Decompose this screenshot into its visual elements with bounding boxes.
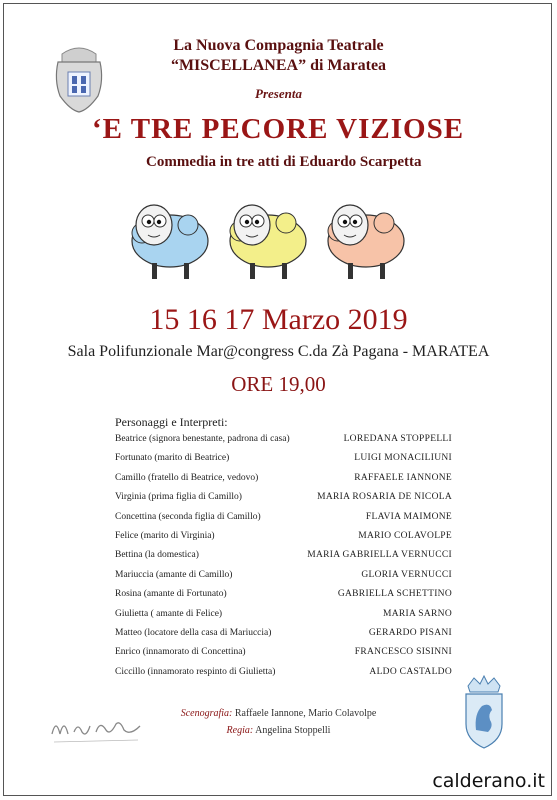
cast-row bbox=[115, 492, 452, 511]
cast-row bbox=[115, 628, 452, 647]
cast-role: Matteo (locatore della casa di Mariuccia) bbox=[115, 627, 272, 638]
cast-list bbox=[115, 434, 452, 686]
cast-role: Mariuccia (amante di Camillo) bbox=[115, 569, 233, 580]
scenography-value: Raffaele Iannone, Mario Colavolpe bbox=[234, 708, 377, 719]
cast-row bbox=[115, 434, 452, 453]
cast-actor: FRANCESCO SISINNI bbox=[354, 647, 452, 658]
cast-row bbox=[115, 512, 452, 531]
cast-actor: RAFFAELE IANNONE bbox=[354, 472, 452, 483]
cast-row bbox=[115, 667, 452, 686]
scenography-label: Scenografia: bbox=[180, 708, 233, 719]
performance-dates: 15 16 17 Marzo 2019 bbox=[149, 303, 408, 336]
cast-role: Camillo (fratello di Beatrice, vedovo) bbox=[115, 472, 259, 483]
cast-row bbox=[115, 531, 452, 550]
company-line-2: “MISCELLANEA” di Maratea bbox=[170, 57, 387, 74]
region-crest-icon bbox=[460, 674, 508, 750]
sheep-blue-icon bbox=[132, 205, 208, 279]
showtime: ORE 19,00 bbox=[231, 372, 326, 396]
company-name bbox=[0, 36, 557, 76]
cast-role: Enrico (innamorato di Concettina) bbox=[115, 647, 246, 658]
cast-actor: GABRIELLA SCHETTINO bbox=[337, 589, 452, 600]
cast-role: Felice (marito di Virginia) bbox=[115, 530, 215, 541]
sheep-yellow-icon bbox=[230, 205, 306, 279]
cast-actor: MARIA ROSARIA DE NICOLA bbox=[317, 492, 452, 503]
cast-row bbox=[115, 550, 452, 569]
director-label: Regia: bbox=[226, 725, 254, 736]
three-sheep-illustration bbox=[118, 195, 410, 283]
cast-actor: MARIA SARNO bbox=[382, 608, 452, 619]
cast-row bbox=[115, 453, 452, 472]
cast-row bbox=[115, 609, 452, 628]
cast-role: Rosina (amante di Fortunato) bbox=[115, 589, 227, 600]
cast-row bbox=[115, 647, 452, 666]
cast-actor: GLORIA VERNUCCI bbox=[361, 569, 452, 580]
sheep-peach-icon bbox=[328, 205, 404, 279]
play-title: ‘E TRE PECORE VIZIOSE bbox=[92, 113, 465, 145]
cast-actor: GERARDO PISANI bbox=[368, 627, 452, 638]
cast-role: Concettina (seconda figlia di Camillo) bbox=[115, 511, 261, 522]
presents-label: Presenta bbox=[255, 86, 302, 101]
cast-role: Bettina (la domestica) bbox=[115, 550, 199, 561]
cast-row bbox=[115, 589, 452, 608]
cast-role: Ciccillo (innamorato respinto di Giulietta) bbox=[115, 666, 276, 677]
cast-role: Giulietta ( amante di Felice) bbox=[115, 608, 223, 619]
cast-actor: FLAVIA MAIMONE bbox=[365, 511, 452, 522]
cast-actor: ALDO CASTALDO bbox=[369, 666, 452, 677]
cast-role: Fortunato (marito di Beatrice) bbox=[115, 453, 230, 464]
cast-role: Beatrice (signora benestante, padrona di casa) bbox=[115, 434, 290, 444]
cast-actor: MARIA GABRIELLA VERNUCCI bbox=[307, 550, 452, 561]
watermark: calderano.it bbox=[426, 768, 549, 794]
company-line-1: La Nuova Compagnia Teatrale bbox=[173, 37, 384, 54]
play-subtitle: Commedia in tre atti di Eduardo Scarpetta bbox=[146, 154, 422, 170]
cast-row bbox=[115, 570, 452, 589]
cast-role: Virginia (prima figlia di Camillo) bbox=[115, 492, 242, 503]
director-value: Angelina Stoppelli bbox=[255, 725, 331, 736]
cast-row bbox=[115, 473, 452, 492]
cast-actor: LUIGI MONACILIUNI bbox=[354, 453, 452, 464]
venue: Sala Polifunzionale Mar@congress C.da Zà Pagana - MARATEA bbox=[67, 343, 490, 360]
cast-heading: Personaggi e Interpreti: bbox=[115, 415, 228, 429]
cast-actor: LOREDANA STOPPELLI bbox=[343, 434, 452, 444]
cast-actor: MARIO COLAVOLPE bbox=[358, 530, 452, 541]
